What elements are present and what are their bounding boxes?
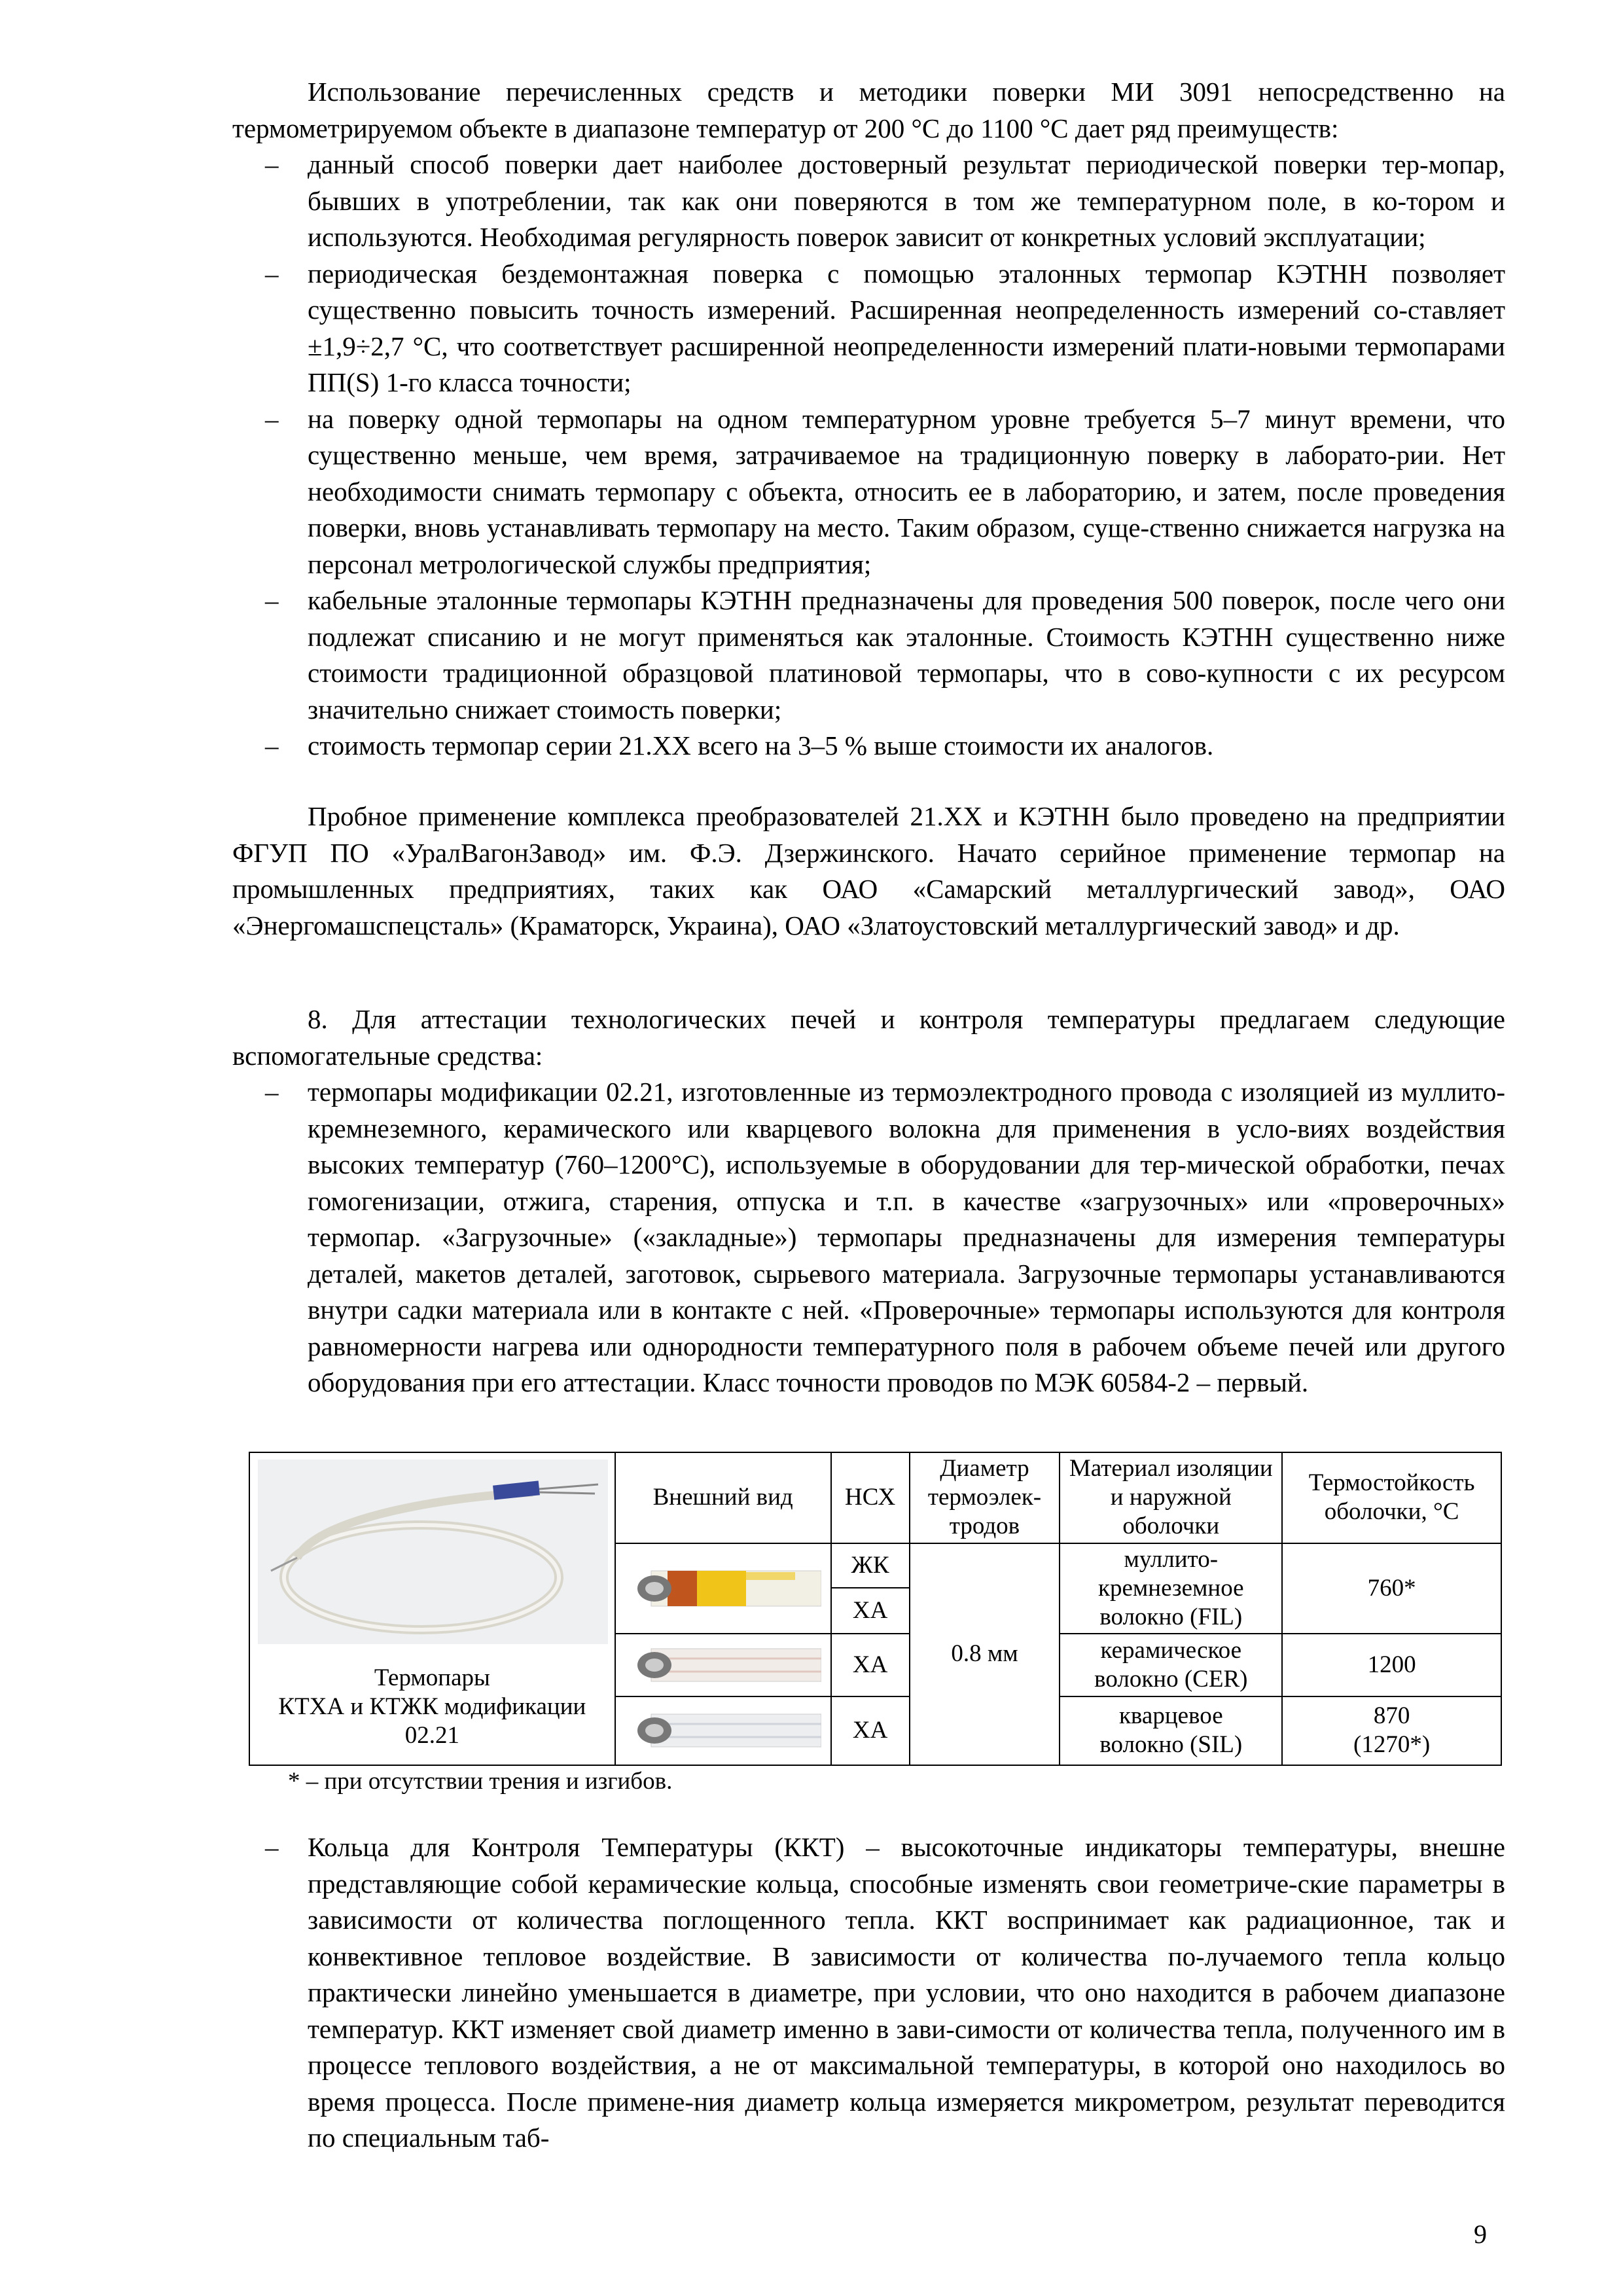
list-item: – данный способ поверки дает наиболее достоверный результат периодической поверки тер-мопар, бывших в употреблении, так как они поверяются в том же температурном поле, в ко-тором и используются. Необходимая регулярность поверок зависит от конкретных условий эксплуатации;: [265, 149, 1505, 252]
list-item: – кабельные эталонные термопары КЭТНН предназначены для проведения 500 поверок, после чего они подлежат списанию и не могут применяться как эталонные. Стоимость КЭТНН существенно ниже стоимости традиционной образцовой платиновой термопары, что в сово-купности с их ресурсом значительно снижает стоимость поверки;: [265, 585, 1505, 725]
trial-application-section: [232, 798, 1505, 944]
product-photo-cell: [249, 1452, 615, 1765]
advantages-intro: Использование перечисленных средств и методики поверки МИ 3091 непосредственно на термометрируемом объекте в диапазоне температур от 200 °С до 1100 °С дает ряд преимуществ:: [232, 77, 1505, 143]
appearance-cell-cer: [615, 1634, 831, 1696]
temperature-rings-section: [232, 1829, 1505, 2157]
material-cell-cer: керамическое волокно (CER): [1060, 1634, 1282, 1696]
nsx-cell: ХА: [831, 1634, 910, 1696]
thermocouple-coil-photo: [258, 1460, 608, 1644]
page-number: 9: [1474, 2219, 1487, 2249]
list-item: – стоимость термопар серии 21.ХХ всего на 3–5 % выше стоимости их аналогов.: [265, 730, 1214, 761]
heat-cell-sil: 870 (1270*): [1282, 1696, 1501, 1765]
nsx-cell: ХА: [831, 1696, 910, 1765]
thermocouple-cer-image: [625, 1639, 821, 1691]
list-item: – термопары модификации 02.21, изготовленные из термоэлектродного провода с изоляцией из муллито-кремнеземного, керамического или кварцевого волокна для применения в усло-виях воздействия высоких температур (760–1200°С), используемые в оборудовании для тер-мической обработки, печах гомогенизации, отжига, старения, отпуска и т.п. в качестве «загрузочных» или «проверочных» термопар. «Загрузочные» («закладные») термопары предназначены для измерения температуры деталей, макетов деталей, заготовок, сырьевого материала. Загрузочные термопары устанавливаются внутри садки материала или в контакте с ней. «Проверочные» термопары используются для контроля равномерности нагрева или однородности температурного поля в рабочем объеме печей или другого оборудования при его аттестации. Класс точности проводов по МЭК 60584-2 – первый.: [265, 1077, 1505, 1397]
header-nsx: НСХ: [831, 1452, 910, 1543]
list-item: – на поверку одной термопары на одном температурном уровне требуется 5–7 минут времени, что существенно меньше, чем время, затрачиваемое на традиционную поверку в лаборато-рии. Нет необходимости снимать термопару с объекта, относить ее в лабораторию, и затем, после проведения поверки, вновь устанавливать термопару на место. Таким образом, суще-ственно снижается нагрузка на персонал метрологической службы предприятия;: [265, 403, 1505, 579]
material-cell-fil: муллито- кремнеземное волокно (FIL): [1060, 1543, 1282, 1634]
list-item: – периодическая бездемонтажная поверка с помощью эталонных термопар КЭТНН позволяет существенно повысить точность измерений. Расширенная неопределенность измерений со-ставляет ±1,9÷2,7 °С, что соответствует расширенной неопределенности измерений плати-новыми термопарами ПП(S) 1-го класса точности;: [265, 258, 1505, 397]
header-heat-resistance: Термостойкость оболочки, °С: [1282, 1452, 1501, 1543]
photo-caption: Термопары КТХА и КТЖК модификации 02.21: [278, 1664, 586, 1749]
nsx-cell: ХА: [831, 1588, 910, 1634]
auxiliary-tools-section: [232, 1001, 1505, 1401]
thermocouple-fil-image: [625, 1552, 821, 1624]
material-cell-sil: кварцевое волокно (SIL): [1060, 1696, 1282, 1765]
appearance-cell-sil: [615, 1696, 831, 1765]
nsx-cell: ЖК: [831, 1543, 910, 1588]
advantages-list: [232, 147, 1505, 764]
list-item: – Кольца для Контроля Температуры (ККТ) – высокоточные индикаторы температуры, внешне представляющие собой керамические кольца, способные изменять свои геометриче-ские параметры в зависимости от количества поглощенного тепла. ККТ воспринимает как радиационное, так и конвективное тепловое воздействие. В зависимости от количества по-лучаемого тепла кольцо практически линейно уменьшается в диаметре, при условии, что оно находится в рабочем диапазоне температур. ККТ изменяет свой диаметр именно в зави-симости от количества тепла, полученного им в процессе теплового воздействия, а не от максимальной температуры, в которой оно находилось во время процесса. После примене-ния диаметр кольца измеряется микрометром, результат переводится по специальным таб-: [265, 1832, 1505, 2153]
thermocouple-sil-image: [625, 1704, 821, 1757]
auxiliary-intro: 8. Для аттестации технологических печей и контроля температуры предлагаем следующие вспомогательные средства:: [232, 1004, 1505, 1071]
thermocouple-specs-table: [249, 1452, 1502, 1766]
header-material: Материал изоляции и наружной оболочки: [1060, 1452, 1282, 1543]
advantages-section: [232, 74, 1505, 764]
auxiliary-list: [232, 1074, 1505, 1401]
header-appearance: Внешний вид: [615, 1452, 831, 1543]
diameter-cell: 0.8 мм: [910, 1543, 1060, 1765]
heat-cell-cer: 1200: [1282, 1634, 1501, 1696]
rings-list: [232, 1829, 1505, 2157]
appearance-cell-fil: [615, 1543, 831, 1634]
header-diameter: Диаметр термоэлек- тродов: [910, 1452, 1060, 1543]
trial-paragraph: Пробное применение комплекса преобразователей 21.ХХ и КЭТНН было проведено на предприятии ФГУП ПО «УралВагонЗавод» им. Ф.Э. Дзержинского. Начато серийное применение термопар на промышленных предприятиях, таких как ОАО «Самарский металлургический завод», ОАО «Энергомашспецсталь» (Краматорск, Украина), ОАО «Златоустовский металлургический завод» и др.: [232, 801, 1505, 941]
table-footnote: * – при отсутствии трения и изгибов.: [288, 1768, 673, 1795]
heat-cell-fil: 760*: [1282, 1543, 1501, 1634]
